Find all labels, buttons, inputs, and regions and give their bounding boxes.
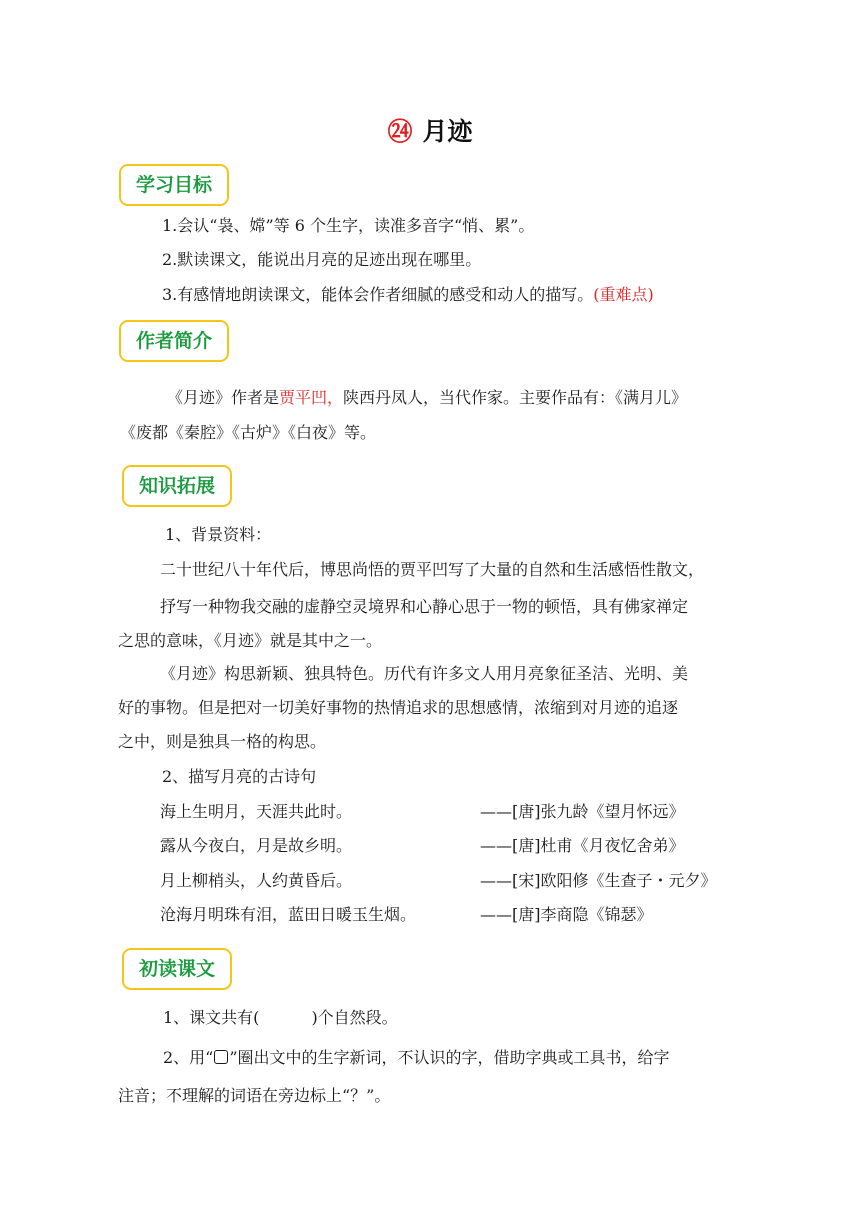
question-1-start: 1、课文共有( — [163, 1008, 260, 1027]
author-intro-text: 《月迹》作者是 — [167, 388, 280, 407]
background-line-6: 之中，则是独具一格的构思。 — [118, 732, 327, 751]
question-1-end: )个自然段。 — [311, 1008, 398, 1027]
poem-source-3: ——[宋]欧阳修《生查子・元夕》 — [480, 871, 717, 890]
poems-heading: 2、描写月亮的古诗句 — [162, 767, 317, 786]
poem-source-1: ——[唐]张九龄《望月怀远》 — [480, 802, 685, 821]
goal-item-3 — [162, 285, 654, 305]
section-badge-author: 作者简介 — [119, 320, 229, 362]
reading-question-2-line-2: 注音；不理解的词语在旁边标上“？”。 — [118, 1086, 391, 1105]
section-badge-knowledge: 知识拓展 — [122, 465, 232, 507]
circle-mark-icon — [214, 1050, 228, 1064]
page-title — [0, 112, 860, 148]
question-2-start: 2、用“ — [163, 1048, 214, 1067]
poem-line-3: 月上柳梢头，人约黄昏后。 — [160, 871, 353, 890]
background-heading: 1、背景资料： — [165, 525, 272, 544]
lesson-number: ㉔ — [387, 117, 413, 146]
section-badge-reading: 初读课文 — [122, 948, 232, 990]
poem-line-4: 沧海月明珠有泪，蓝田日暖玉生烟。 — [160, 905, 417, 924]
background-line-4: 《月迹》构思新颖、独具特色。历代有许多文人用月亮象征圣洁、光明、美 — [160, 664, 689, 683]
goal-item-2: 2.默读课文，能说出月亮的足迹出现在哪里。 — [162, 250, 482, 269]
poem-line-2: 露从今夜白，月是故乡明。 — [160, 836, 353, 855]
reading-question-1 — [163, 1008, 398, 1028]
lesson-title: 月迹 — [422, 117, 473, 146]
author-name: 贾平凹， — [279, 388, 344, 407]
background-line-1: 二十世纪八十年代后，博思尚悟的贾平凹写了大量的自然和生活感悟性散文， — [160, 560, 705, 579]
author-intro-rest: 陕西丹凤人，当代作家。主要作品有：《满月儿》 — [343, 388, 688, 407]
question-2-rest: ”圈出文中的生字新词，不认识的字，借助字典或工具书，给字 — [229, 1048, 670, 1067]
key-point-note: (重难点) — [593, 285, 654, 304]
background-line-3: 之思的意味，《月迹》就是其中之一。 — [118, 631, 383, 650]
background-line-2: 抒写一种物我交融的虚静空灵境界和心静心思于一物的顿悟，具有佛家禅定 — [160, 597, 689, 616]
author-paragraph-line-1 — [167, 388, 687, 408]
poem-line-1: 海上生明月，天涯共此时。 — [160, 802, 353, 821]
author-paragraph-line-2: 《废都《秦腔》《古炉》《白夜》等。 — [120, 423, 377, 442]
background-line-5: 好的事物。但是把对一切美好事物的热情追求的思想感情，浓缩到对月迹的追逐 — [118, 698, 679, 717]
poem-source-2: ——[唐]杜甫《月夜忆舍弟》 — [480, 836, 685, 855]
poem-source-4: ——[唐]李商隐《锦瑟》 — [480, 905, 653, 924]
goal-item-1: 1.会认“袅、嫦”等 6 个生字，读准多音字“悄、累”。 — [162, 216, 535, 235]
reading-question-2-line-1 — [163, 1048, 670, 1068]
section-badge-goals: 学习目标 — [119, 164, 229, 206]
goal-item-3-text: 3.有感情地朗读课文，能体会作者细腻的感受和动人的描写。 — [162, 285, 594, 304]
